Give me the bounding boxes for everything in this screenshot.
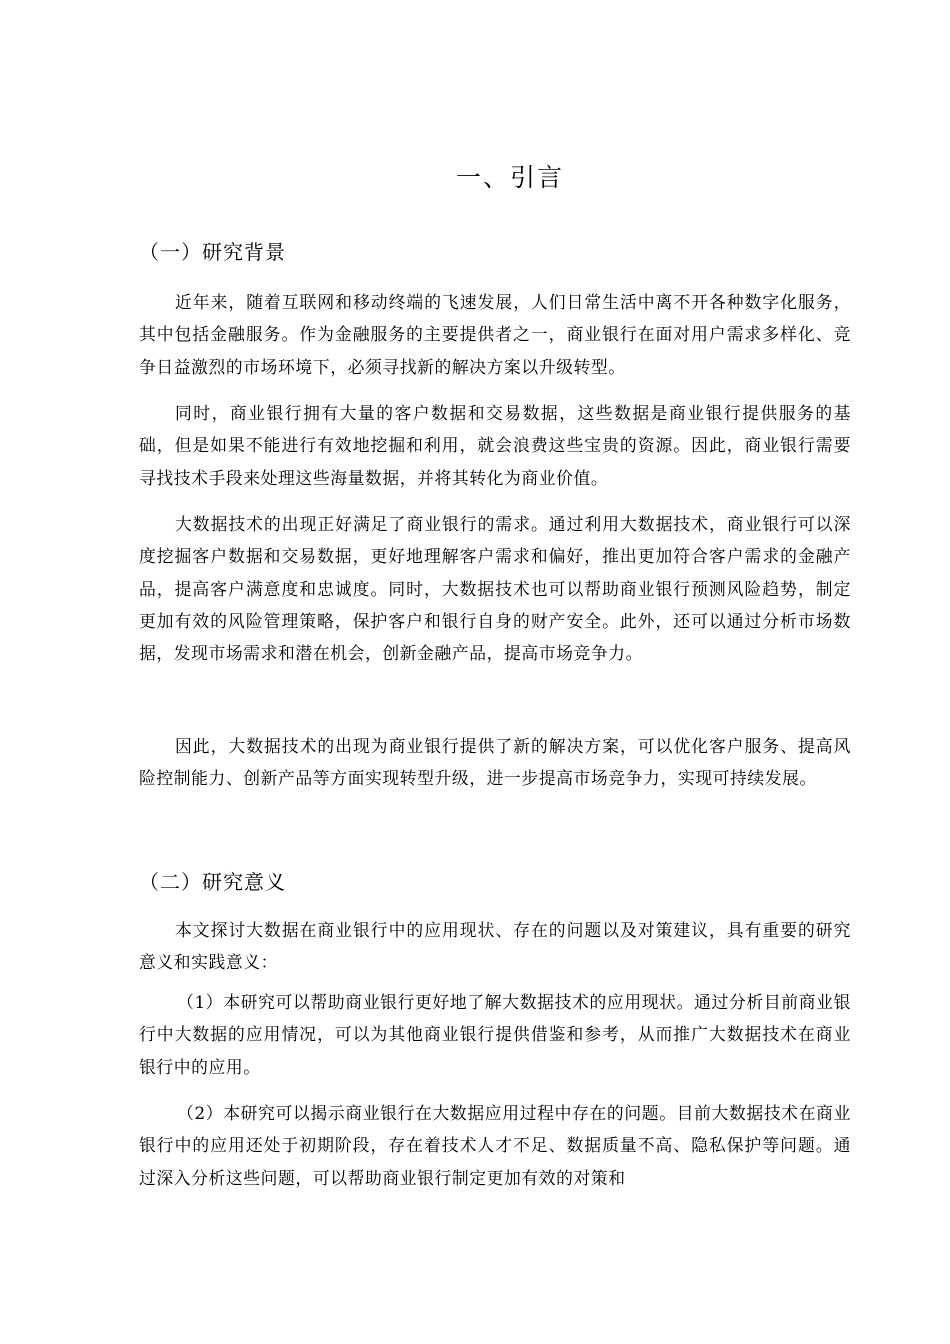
chapter-title: 一、引言 — [455, 163, 564, 192]
section-heading-significance: （二）研究意义 — [139, 870, 286, 894]
paragraph: 本文探讨大数据在商业银行中的应用现状、存在的问题以及对策建议，具有重要的研究意义和实践意义： — [139, 920, 851, 973]
section-heading-background: （一）研究背景 — [139, 240, 286, 264]
list-item: （2）本研究可以揭示商业银行在大数据应用过程中存在的问题。目前大数据技术在商业银行中的应用还处于初期阶段，存在着技术人才不足、数据质量不高、隐私保护等问题。通过深入分析这些问题，可以帮助商业银行制定更加有效的对策和 — [139, 1103, 851, 1188]
paragraph: 因此，大数据技术的出现为商业银行提供了新的解决方案，可以优化客户服务、提高风险控制能力、创新产品等方面实现转型升级，进一步提高市场竞争力，实现可持续发展。 — [139, 736, 851, 789]
paragraph: 近年来，随着互联网和移动终端的飞速发展，人们日常生活中离不开各种数字化服务，其中包括金融服务。作为金融服务的主要提供者之一，商业银行在面对用户需求多样化、竞争日益激烈的市场环境下，必须寻找新的解决方案以升级转型。 — [139, 292, 851, 377]
list-item: （1）本研究可以帮助商业银行更好地了解大数据技术的应用现状。通过分析目前商业银行中大数据的应用情况，可以为其他商业银行提供借鉴和参考，从而推广大数据技术在商业银行中的应用。 — [139, 992, 851, 1077]
paragraph: 同时，商业银行拥有大量的客户数据和交易数据，这些数据是商业银行提供服务的基础，但是如果不能进行有效地挖掘和利用，就会浪费这些宝贵的资源。因此，商业银行需要寻找技术手段来处理这些海量数据，并将其转化为商业价值。 — [139, 403, 851, 488]
paragraph: 大数据技术的出现正好满足了商业银行的需求。通过利用大数据技术，商业银行可以深度挖掘客户数据和交易数据，更好地理解客户需求和偏好，推出更加符合客户需求的金融产品，提高客户满意度和忠诚度。同时，大数据技术也可以帮助商业银行预测风险趋势，制定更加有效的风险管理策略，保护客户和银行自身的财产安全。此外，还可以通过分析市场数据，发现市场需求和潜在机会，创新金融产品，提高市场竞争力。 — [139, 514, 851, 664]
